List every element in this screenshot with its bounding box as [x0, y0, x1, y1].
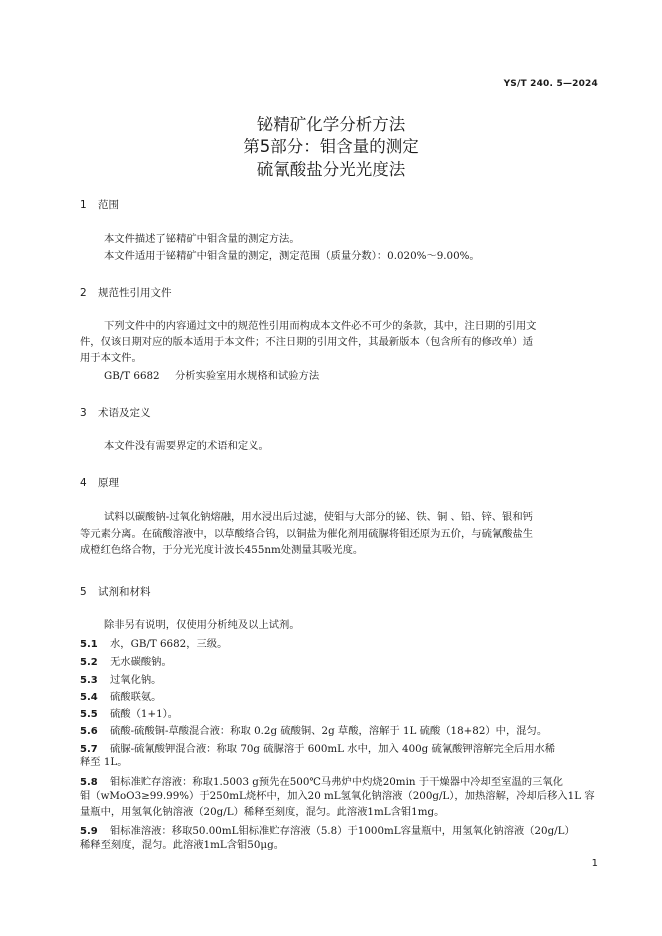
list-item: 5.7 硫脲-硫氰酸钾混合液：称取 70g 硫脲溶于 600mL 水中，加入 400g 硫氰酸钾溶解完全后用水稀: [80, 743, 556, 755]
paragraph: 本文件适用于铋精矿中钼含量的测定，测定范围（质量分数）：0.020%～9.00%。: [104, 250, 480, 262]
paragraph-line: 件，仅该日期对应的版本适用于本文件；不注日期的引用文件，其最新版本（包含所有的修改单）适: [80, 336, 534, 348]
list-item-continuation: 钼（wMoO3≥99.99%）于250mL烧杯中，加入20 mL氢氧化钠溶液（200g/L），加热溶解，冷却后移入1L 容: [80, 790, 595, 802]
section-number: 2: [80, 287, 87, 299]
paragraph-line: 试料以碳酸钠-过氧化钠熔融，用水浸出后过滤，使钼与大部分的铋、铁、铜 、铅、锌、银和钙: [104, 511, 533, 523]
list-item-continuation: 稀释至刻度，混匀。此溶液1mL含钼50μg。: [80, 839, 284, 851]
section-number: 4: [80, 477, 87, 489]
section-2-heading: [80, 285, 172, 300]
paragraph: 本文件描述了铋精矿中钼含量的测定方法。: [104, 233, 300, 245]
doc-title-line3: 硫氰酸盐分光光度法: [256, 160, 406, 179]
list-item: 5.6 硫酸-硫酸铜-草酸混合液：称取 0.2g 硫酸铜、2g 草酸，溶解于 1L 硫酸（18+82）中，混匀。: [80, 725, 548, 737]
list-item-continuation: 释至 1L。: [80, 756, 128, 768]
section-title: 试剂和材料: [98, 586, 151, 598]
list-item: 5.2 无水碳酸钠。: [80, 656, 172, 668]
section-3-heading: [80, 405, 151, 420]
section-title: 原理: [98, 477, 119, 489]
section-1-heading: [80, 197, 119, 212]
list-item-continuation: 量瓶中，用氢氧化钠溶液（20g/L）稀释至刻度，混匀。此溶液1mL含钼1mg。: [80, 806, 445, 818]
reference-code: GB/T 6682: [104, 370, 160, 382]
paragraph-line: 下列文件中的内容通过文中的规范性引用而构成本文件必不可少的条款，其中，注日期的引用文: [104, 320, 537, 332]
section-5-heading: [80, 584, 151, 599]
standard-number: YS/T 240. 5—2024: [503, 79, 598, 89]
paragraph: 除非另有说明，仅使用分析纯及以上试剂。: [104, 619, 300, 631]
section-title: 术语及定义: [98, 407, 151, 419]
reference-title: 分析实验室用水规格和试验方法: [175, 370, 320, 382]
page-number: 1: [591, 858, 598, 869]
paragraph-line: 用于本文件。: [80, 352, 142, 364]
list-item: 5.4 硫酸联氨。: [80, 691, 162, 703]
section-number: 5: [80, 586, 87, 598]
list-item: 5.9 钼标准溶液：移取50.00mL钼标准贮存溶液（5.8）于1000mL容量瓶中，用氢氧化钠溶液（20g/L）: [80, 825, 575, 837]
list-item: 5.8 钼标准贮存溶液：称取1.5003 g预先在500℃马弗炉中灼烧20min 于干燥器中冷却至室温的三氧化: [80, 776, 563, 788]
doc-title-line2: 第5部分：钼含量的测定: [243, 137, 419, 156]
paragraph: 本文件没有需要界定的术语和定义。: [104, 440, 269, 452]
doc-title-line1: 铋精矿化学分析方法: [256, 115, 406, 134]
section-4-heading: [80, 475, 119, 490]
paragraph-line: 等元素分离。在硫酸溶液中，以草酸络合钨，以铜盐为催化剂用硫脲将钼还原为五价，与硫氰酸盐生: [80, 528, 534, 540]
list-item: 5.1 水，GB/T 6682，三级。: [80, 638, 228, 650]
list-item: 5.3 过氧化钠。: [80, 674, 162, 686]
section-title: 范围: [98, 199, 119, 211]
paragraph-line: 成橙红色络合物，于分光光度计波长455nm处测量其吸光度。: [80, 544, 364, 556]
section-number: 1: [80, 199, 87, 211]
list-item: 5.5 硫酸（1+1）。: [80, 708, 179, 720]
section-number: 3: [80, 407, 87, 419]
section-title: 规范性引用文件: [98, 287, 172, 299]
